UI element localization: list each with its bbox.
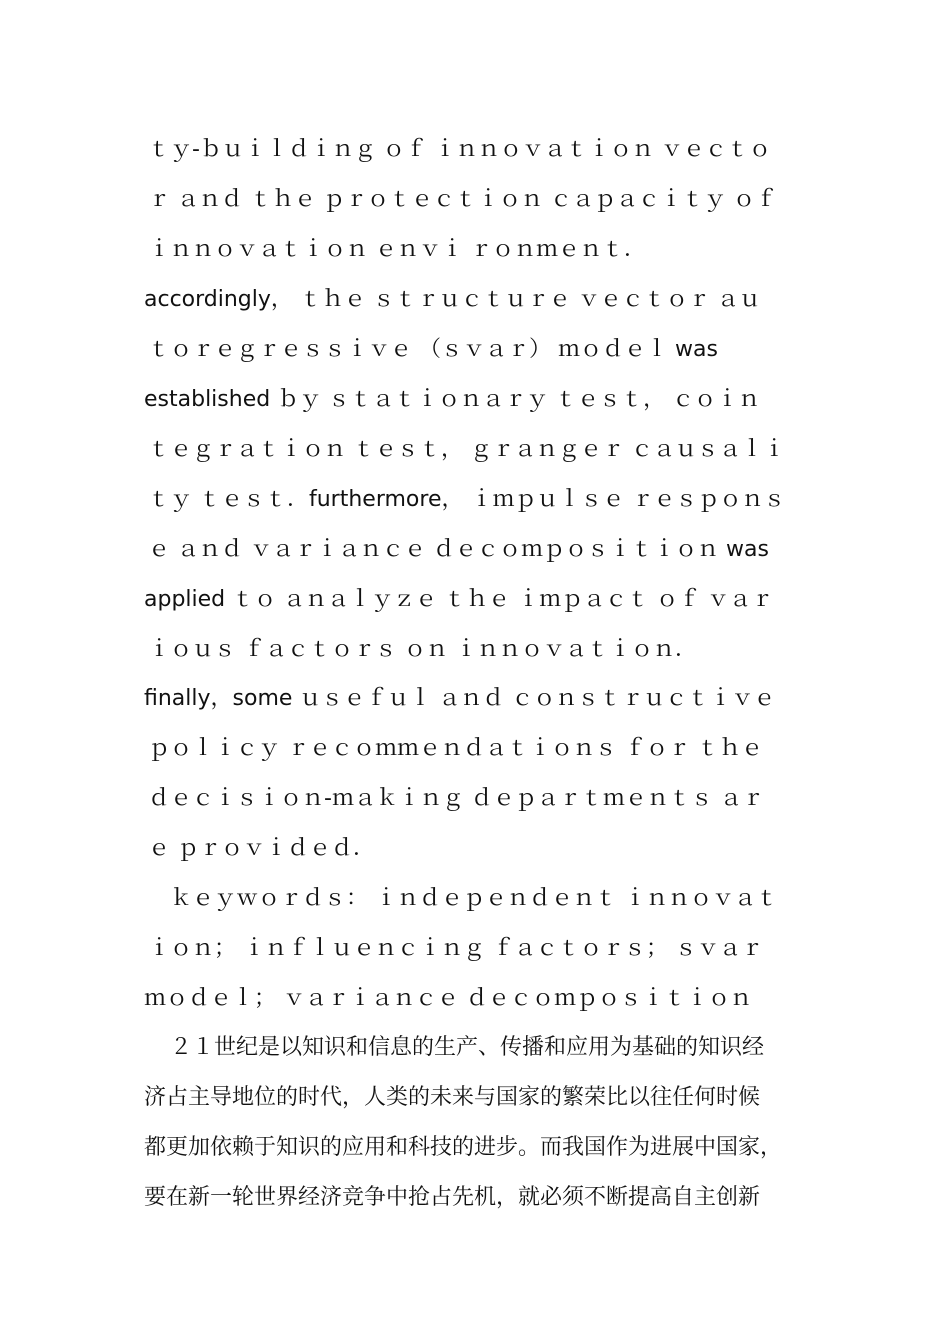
text-line-14: ｄｅｃｉｓｉｏｎ-ｍａｋｉｎｇ ｄｅｐａｒｔｍｅｎｔｓ ａｒ xyxy=(148,786,764,811)
text-line-11: ｉｏｕｓ ｆａｃｔｏｒｓ ｏｎ ｉｎｎｏｖａｔｉｏｎ． xyxy=(148,637,697,662)
text-line-3: ｉｎｎｏｖａｔｉｏｎ ｅｎｖｉ ｒｏｎｍｅｎｔ． xyxy=(148,237,646,262)
text-line-16: ｋｅｙｗｏｒｄｓ： ｉｎｄｅｐｅｎｄｅｎｔ ｉｎｎｏｖａｔ xyxy=(170,886,778,911)
text-line-13: ｐｏｌｉｃｙ ｒｅｃｏｍｍｅｎｄａｔｉｏｎｓ ｆｏｒ ｔｈｅ xyxy=(148,736,763,761)
text-line-5: ｔｏｒｅｇｒｅｓｓｉｖｅ （ｓｖａｒ） ｍｏｄｅｌ was xyxy=(148,337,718,362)
text-line-15: ｅ ｐｒｏｖｉｄｅｄ． xyxy=(148,836,375,861)
text-line-8: ｔｙ ｔｅｓｔ．furthermore， ｉｍｐｕｌｓｅ ｒｅｓｐｏｎｓ xyxy=(148,487,786,512)
text-line-20: 济占主导地位的时代，人类的未来与国家的繁荣比以往任何时候 xyxy=(144,1085,761,1110)
text-line-7: ｔｅｇｒａｔｉｏｎ ｔｅｓｔ， ｇｒａｎｇｅｒ ｃａｕｓａｌｉ xyxy=(148,437,785,462)
text-line-21: 都更加依赖于知识的应用和科技的进步。而我国作为进展中国家， xyxy=(144,1135,783,1160)
text-line-17: ｉｏｎ； ｉｎｆｌｕｅｎｃｉｎｇ ｆａｃｔｏｒｓ； ｓｖａｒ xyxy=(148,936,763,961)
text-line-10: applied ｔｏ ａｎａｌｙｚｅ ｔｈｅ ｉｍｐａｃｔ ｏｆ ｖａｒ xyxy=(144,587,774,612)
text-line-1: ｔｙ-ｂｕｉｌｄｉｎｇ ｏｆ ｉｎｎｏｖａｔｉｏｎ ｖｅｃｔｏ xyxy=(148,137,771,162)
text-line-12: finally，some ｕｓｅｆｕｌ ａｎｄ ｃｏｎｓｔｒｕｃｔｉｖｅ xyxy=(144,686,776,711)
text-line-9: ｅ ａｎｄ ｖａｒｉａｎｃｅ ｄｅｃｏｍｐｏｓｉｔｉｏｎ was xyxy=(148,537,769,562)
text-line-19: ２１世纪是以知识和信息的生产、传播和应用为基础的知识经 xyxy=(170,1035,765,1060)
text-line-18: ｍｏｄｅｌ； ｖａｒｉａｎｃｅ ｄｅｃｏｍｐｏｓｉｔｉｏｎ xyxy=(144,986,752,1011)
text-line-6: established ｂｙ ｓｔａｔｉｏｎａｒｙ ｔｅｓｔ， ｃｏｉｎ xyxy=(144,387,761,412)
text-line-4: accordingly， ｔｈｅ ｓｔｒｕｃｔｕｒｅ ｖｅｃｔｏｒ ａｕ xyxy=(144,287,761,312)
text-line-2: ｒ ａｎｄ ｔｈｅ ｐｒｏｔｅｃｔｉｏｎ ｃａｐａｃｉｔｙ ｏｆ xyxy=(148,187,777,212)
text-line-22: 要在新一轮世界经济竞争中抢占先机，就必须不断提高自主创新 xyxy=(144,1185,761,1210)
